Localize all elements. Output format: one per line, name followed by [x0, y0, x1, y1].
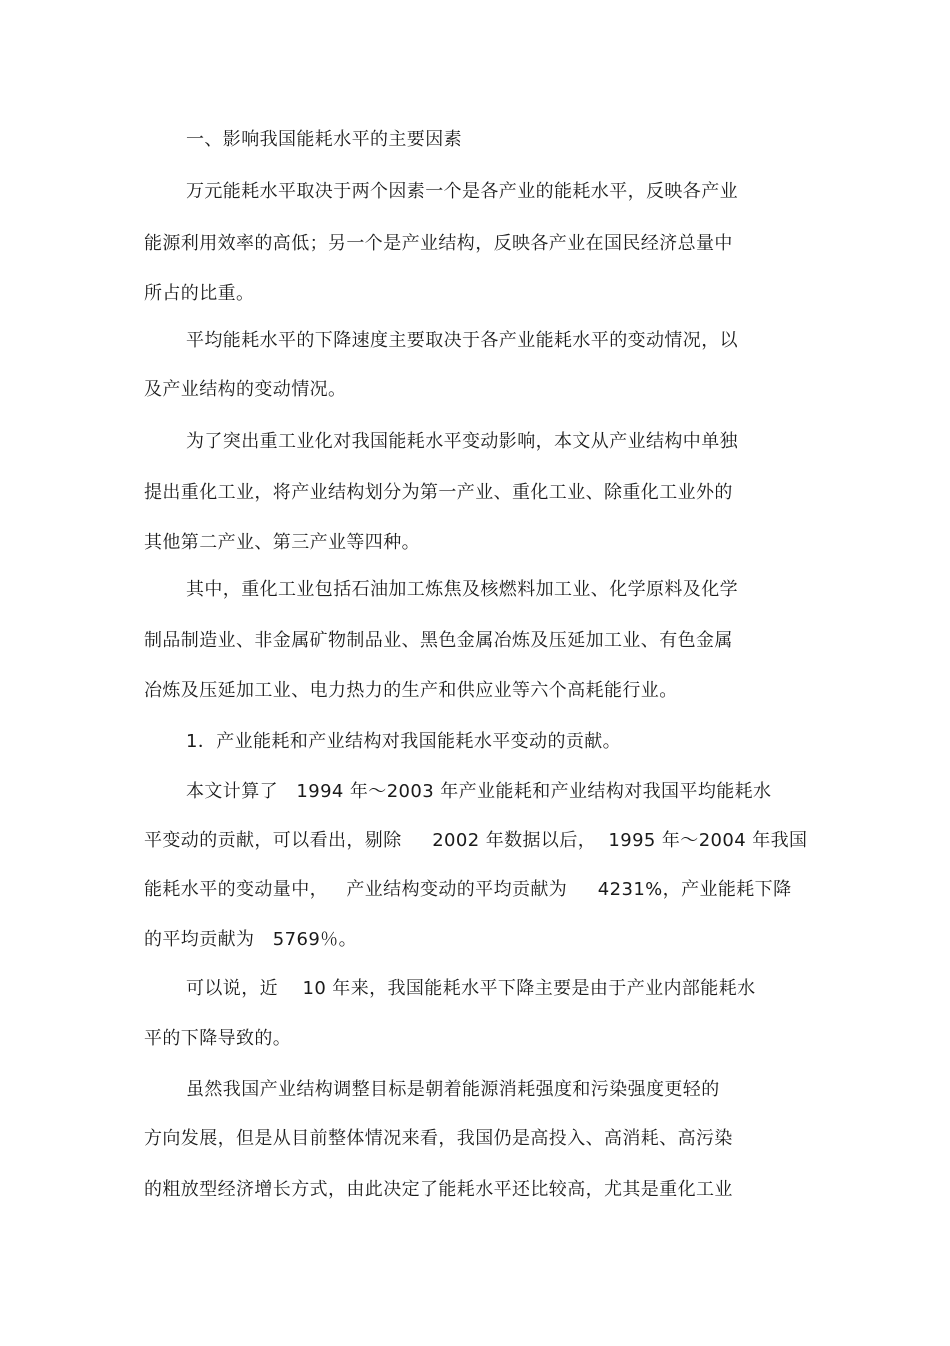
paragraph-line: 的粗放型经济增长方式，由此决定了能耗水平还比较高，尤其是重化工业	[144, 1179, 733, 1200]
paragraph-line: 虽然我国产业结构调整目标是朝着能源消耗强度和污染强度更轻的	[186, 1079, 720, 1100]
paragraph-line: 能源利用效率的高低；另一个是产业结构，反映各产业在国民经济总量中	[144, 233, 733, 254]
paragraph-line: 为了突出重工业化对我国能耗水平变动影响，本文从产业结构中单独	[186, 431, 738, 452]
paragraph-line: 冶炼及压延加工业、电力热力的生产和供应业等六个高耗能行业。	[144, 680, 678, 701]
paragraph-line: 及产业结构的变动情况。	[144, 379, 347, 400]
paragraph-line: 平的下降导致的。	[144, 1028, 292, 1049]
paragraph-line: 制品制造业、非金属矿物制品业、黑色金属冶炼及压延加工业、有色金属	[144, 630, 733, 651]
subsection-heading: 1．产业能耗和产业结构对我国能耗水平变动的贡献。	[186, 731, 622, 752]
paragraph-line: 可以说，近 10 年来，我国能耗水平下降主要是由于产业内部能耗水	[186, 978, 756, 999]
paragraph-line: 万元能耗水平取决于两个因素一个是各产业的能耗水平，反映各产业	[186, 181, 738, 202]
paragraph-line: 本文计算了 1994 年～2003 年产业能耗和产业结构对我国平均能耗水	[186, 781, 772, 802]
paragraph-line: 的平均贡献为 5769％。	[144, 929, 357, 950]
paragraph-line: 方向发展，但是从目前整体情况来看，我国仍是高投入、高消耗、高污染	[144, 1128, 733, 1149]
paragraph-line: 平均能耗水平的下降速度主要取决于各产业能耗水平的变动情况，以	[186, 330, 738, 351]
paragraph-line: 其中，重化工业包括石油加工炼焦及核燃料加工业、化学原料及化学	[186, 579, 738, 600]
paragraph-line: 提出重化工业，将产业结构划分为第一产业、重化工业、除重化工业外的	[144, 482, 733, 503]
paragraph-line: 能耗水平的变动量中， 产业结构变动的平均贡献为 4231%，产业能耗下降	[144, 879, 792, 900]
paragraph-line: 其他第二产业、第三产业等四种。	[144, 532, 420, 553]
section-heading: 一、影响我国能耗水平的主要因素	[186, 129, 462, 150]
paragraph-line: 所占的比重。	[144, 283, 255, 304]
paragraph-line: 平变动的贡献，可以看出，剔除 2002 年数据以后， 1995 年～2004 年我国	[144, 830, 808, 851]
